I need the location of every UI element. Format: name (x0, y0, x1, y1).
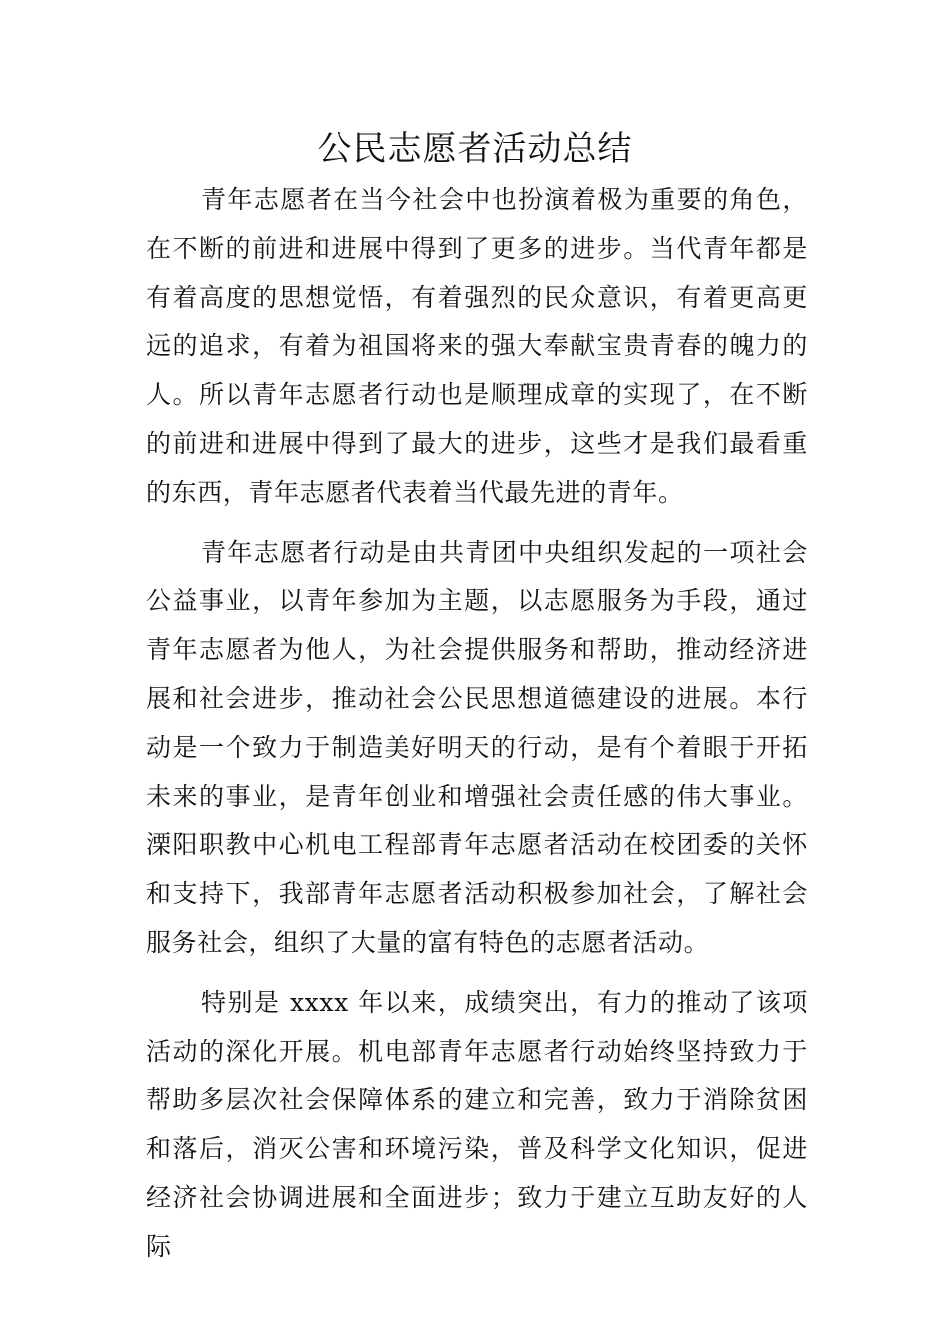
document-body (146, 176, 808, 1272)
paragraph-2: 青年志愿者行动是由共青团中央组织发起的一项社会公益事业，以青年参加为主题，以志愿服务为手段，通过青年志愿者为他人，为社会提供服务和帮助，推动经济进展和社会进步，推动社会公民思想道德建设的进展。本行动是一个致力于制造美好明天的行动，是有个着眼于开拓未来的事业，是青年创业和增强社会责任感的伟大事业。溧阳职教中心机电工程部青年志愿者活动在校团委的关怀和支持下，我部青年志愿者活动积极参加社会，了解社会服务社会，组织了大量的富有特色的志愿者活动。 (146, 537, 808, 957)
document-title: 公民志愿者活动总结 (317, 129, 633, 169)
paragraph-1: 青年志愿者在当今社会中也扮演着极为重要的角色，在不断的前进和进展中得到了更多的进步。当代青年都是有着高度的思想觉悟，有着强烈的民众意识，有着更高更远的追求，有着为祖国将来的强大奉献宝贵青春的魄力的人。所以青年志愿者行动也是顺理成章的实现了，在不断的前进和进展中得到了最大的进步，这些才是我们最看重的东西，青年志愿者代表着当代最先进的青年。 (146, 185, 808, 507)
paragraph-3: 特别是 xxxx 年以来，成绩突出，有力的推动了该项活动的深化开展。机电部青年志愿者行动始终坚持致力于帮助多层次社会保障体系的建立和完善，致力于消除贫困和落后，消灭公害和环境污染，普及科学文化知识，促进经济社会协调进展和全面进步；致力于建立互助友好的人际 (146, 987, 808, 1261)
